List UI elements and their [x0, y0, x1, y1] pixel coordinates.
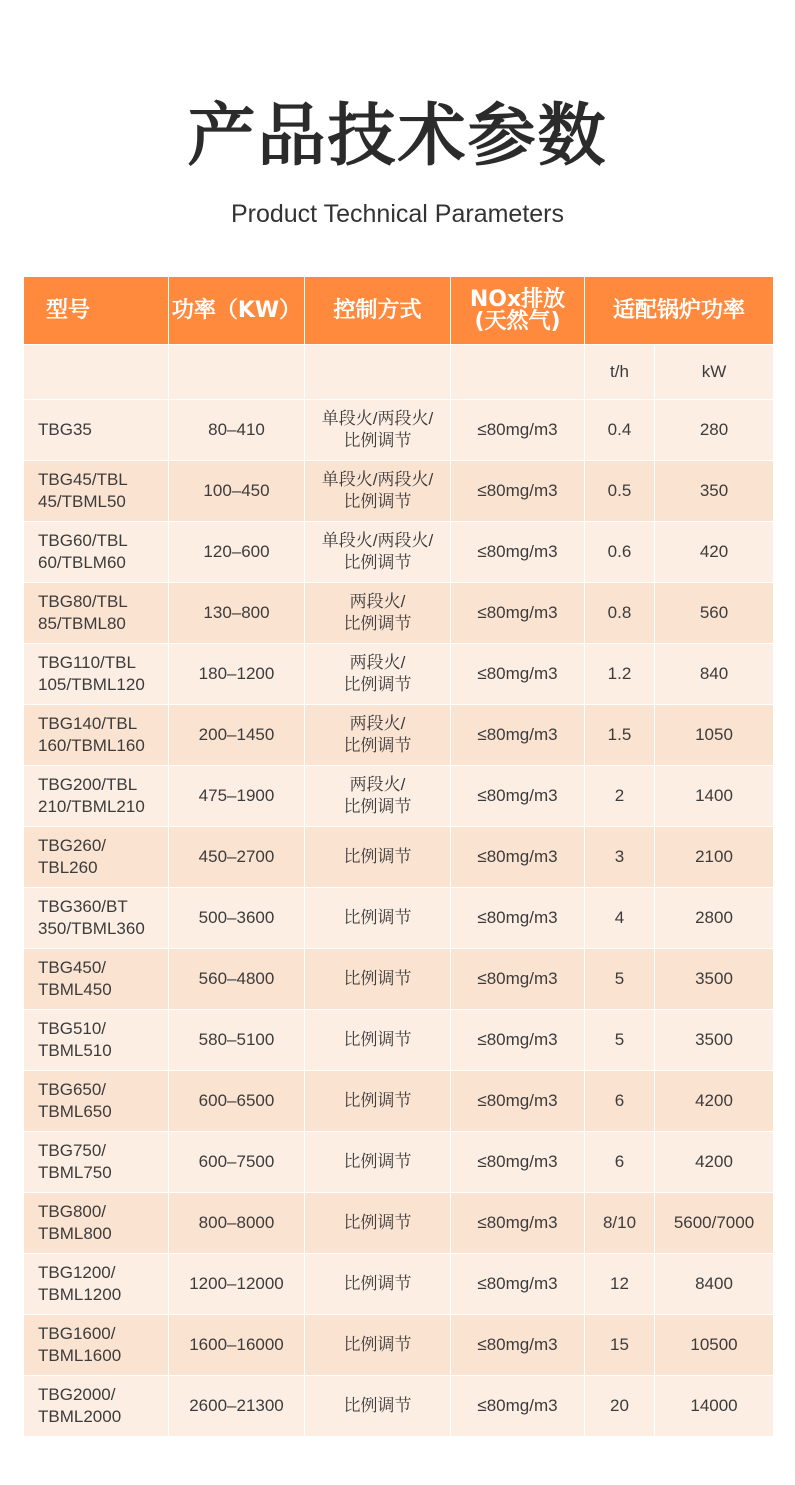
cell-model-line: TBG45/TBL: [38, 470, 128, 489]
cell-nox: ≤80mg/m3: [451, 461, 585, 522]
cell-power: 120–600: [169, 522, 305, 583]
cell-control: [305, 644, 451, 705]
cell-th: 6: [585, 1071, 655, 1132]
table-row: [24, 766, 774, 827]
table-row: [24, 522, 774, 583]
cell-model-line: TBML800: [38, 1224, 112, 1243]
cell-nox: ≤80mg/m3: [451, 1010, 585, 1071]
cell-th: 0.6: [585, 522, 655, 583]
table-row: [24, 1193, 774, 1254]
table-row: [24, 644, 774, 705]
cell-control: [305, 1132, 451, 1193]
cell-model-line: TBML1200: [38, 1285, 122, 1304]
cell-control: [305, 1193, 451, 1254]
cell-model-line: 105/TBML120: [38, 675, 145, 694]
cell-control: [305, 827, 451, 888]
cell-control-line: 比例调节: [343, 736, 412, 755]
cell-power: 80–410: [169, 400, 305, 461]
cell-kw: 840: [655, 644, 774, 705]
cell-control-line: 比例调节: [343, 1213, 412, 1232]
header-nox-line1: NOx排放: [469, 286, 566, 312]
cell-model-line: TBML510: [38, 1041, 112, 1060]
cell-th: 2: [585, 766, 655, 827]
cell-control: [305, 1376, 451, 1437]
units-cell-empty: [305, 345, 451, 400]
cell-model-line: TBG1200/: [38, 1263, 116, 1282]
cell-control-line: 比例调节: [343, 614, 412, 633]
cell-kw: 420: [655, 522, 774, 583]
cell-model-line: TBG510/: [38, 1019, 107, 1038]
units-cell-empty: [451, 345, 585, 400]
cell-kw: 2100: [655, 827, 774, 888]
table-row: [24, 827, 774, 888]
cell-power: 475–1900: [169, 766, 305, 827]
cell-nox: ≤80mg/m3: [451, 766, 585, 827]
cell-model-line: TBML1600: [38, 1346, 122, 1365]
cell-control-line: 比例调节: [343, 797, 412, 816]
cell-power: 600–7500: [169, 1132, 305, 1193]
technical-parameters-table: [23, 276, 774, 1437]
cell-model-line: TBG60/TBL: [38, 531, 128, 550]
cell-th: 20: [585, 1376, 655, 1437]
table-row: [24, 1010, 774, 1071]
cell-model-line: 350/TBML360: [38, 919, 145, 938]
cell-kw: 14000: [655, 1376, 774, 1437]
cell-kw: 4200: [655, 1132, 774, 1193]
cell-model: [24, 766, 169, 827]
cell-kw: 10500: [655, 1315, 774, 1376]
header-nox-line2: (天然气): [474, 308, 561, 334]
header-boiler-power: 适配锅炉功率: [585, 277, 774, 345]
cell-nox: ≤80mg/m3: [451, 400, 585, 461]
cell-power: 560–4800: [169, 949, 305, 1010]
cell-model: [24, 888, 169, 949]
page-title: 产品技术参数: [187, 97, 608, 176]
cell-model-line: TBG1600/: [38, 1324, 116, 1343]
cell-model: [24, 1193, 169, 1254]
cell-model-line: TBG80/TBL: [38, 592, 128, 611]
cell-control: [305, 766, 451, 827]
cell-power: 200–1450: [169, 705, 305, 766]
cell-kw: 3500: [655, 949, 774, 1010]
cell-nox: ≤80mg/m3: [451, 522, 585, 583]
cell-model: [24, 1132, 169, 1193]
cell-model-line: TBG800/: [38, 1202, 107, 1221]
cell-model: [24, 522, 169, 583]
cell-model: [24, 400, 169, 461]
cell-th: 15: [585, 1315, 655, 1376]
cell-model: [24, 1071, 169, 1132]
cell-power: 580–5100: [169, 1010, 305, 1071]
cell-control-line: 两段火/: [349, 592, 406, 611]
unit-th: t/h: [585, 345, 655, 400]
cell-control-line: 比例调节: [343, 1152, 412, 1171]
cell-model-line: TBG140/TBL: [38, 714, 138, 733]
cell-model: [24, 705, 169, 766]
cell-control: [305, 1254, 451, 1315]
cell-th: 0.5: [585, 461, 655, 522]
cell-model-line: TBG650/: [38, 1080, 107, 1099]
table-row: [24, 1132, 774, 1193]
cell-control-line: 比例调节: [343, 1274, 412, 1293]
cell-model-line: 85/TBML80: [38, 614, 126, 633]
cell-model-line: 45/TBML50: [38, 492, 126, 511]
cell-power: 1200–12000: [169, 1254, 305, 1315]
cell-control-line: 两段火/: [349, 775, 406, 794]
table-row: [24, 400, 774, 461]
cell-model: [24, 1315, 169, 1376]
cell-model-line: TBML650: [38, 1102, 112, 1121]
table-row: [24, 1376, 774, 1437]
cell-power: 600–6500: [169, 1071, 305, 1132]
unit-kw: kW: [655, 345, 774, 400]
cell-control: [305, 400, 451, 461]
cell-th: 3: [585, 827, 655, 888]
cell-nox: ≤80mg/m3: [451, 1254, 585, 1315]
cell-model-line: 160/TBML160: [38, 736, 145, 755]
cell-kw: 3500: [655, 1010, 774, 1071]
cell-model: [24, 1254, 169, 1315]
cell-control: [305, 949, 451, 1010]
header-nox: [451, 277, 585, 345]
cell-model-line: TBG110/TBL: [38, 653, 136, 672]
cell-nox: ≤80mg/m3: [451, 827, 585, 888]
cell-nox: ≤80mg/m3: [451, 705, 585, 766]
cell-control-line: 两段火/: [349, 714, 406, 733]
cell-control-line: 比例调节: [343, 1030, 412, 1049]
cell-control-line: 单段火/两段火/: [321, 409, 434, 428]
cell-control-line: 比例调节: [343, 1091, 412, 1110]
header-power: 功率（KW）: [169, 277, 305, 345]
cell-control-line: 比例调节: [343, 847, 412, 866]
cell-control-line: 比例调节: [343, 675, 412, 694]
cell-th: 6: [585, 1132, 655, 1193]
cell-control: [305, 461, 451, 522]
cell-model-line: TBG450/: [38, 958, 107, 977]
cell-power: 100–450: [169, 461, 305, 522]
cell-model-line: TBML2000: [38, 1407, 122, 1426]
table-header-row: [24, 277, 774, 345]
cell-control: [305, 888, 451, 949]
cell-model-line: TBL260: [38, 858, 98, 877]
cell-kw: 8400: [655, 1254, 774, 1315]
cell-nox: ≤80mg/m3: [451, 1071, 585, 1132]
cell-model-line: TBG750/: [38, 1141, 107, 1160]
cell-th: 8/10: [585, 1193, 655, 1254]
cell-control: [305, 1010, 451, 1071]
cell-power: 450–2700: [169, 827, 305, 888]
table-row: [24, 1254, 774, 1315]
cell-control-line: 比例调节: [343, 969, 412, 988]
cell-model: [24, 827, 169, 888]
cell-kw: 1050: [655, 705, 774, 766]
cell-th: 5: [585, 1010, 655, 1071]
cell-control-line: 比例调节: [343, 908, 412, 927]
cell-power: 500–3600: [169, 888, 305, 949]
cell-control: [305, 583, 451, 644]
cell-control-line: 单段火/两段火/: [321, 470, 434, 489]
cell-model: [24, 583, 169, 644]
cell-nox: ≤80mg/m3: [451, 1132, 585, 1193]
cell-model-line: TBG200/TBL: [38, 775, 138, 794]
cell-power: 2600–21300: [169, 1376, 305, 1437]
table-row: [24, 1315, 774, 1376]
cell-model-line: 60/TBLM60: [38, 553, 126, 572]
cell-power: 130–800: [169, 583, 305, 644]
cell-nox: ≤80mg/m3: [451, 888, 585, 949]
cell-kw: 1400: [655, 766, 774, 827]
cell-control-line: 比例调节: [343, 492, 412, 511]
cell-control-line: 比例调节: [343, 553, 412, 572]
cell-control-line: 比例调节: [343, 1396, 412, 1415]
cell-model-line: TBML450: [38, 980, 112, 999]
cell-th: 12: [585, 1254, 655, 1315]
cell-th: 0.8: [585, 583, 655, 644]
cell-control: [305, 705, 451, 766]
cell-power: 180–1200: [169, 644, 305, 705]
cell-th: 1.2: [585, 644, 655, 705]
cell-model-line: TBG2000/: [38, 1385, 116, 1404]
cell-th: 5: [585, 949, 655, 1010]
cell-kw: 4200: [655, 1071, 774, 1132]
cell-control: [305, 522, 451, 583]
cell-th: 4: [585, 888, 655, 949]
cell-nox: ≤80mg/m3: [451, 583, 585, 644]
cell-kw: 350: [655, 461, 774, 522]
cell-kw: 5600/7000: [655, 1193, 774, 1254]
header-control: 控制方式: [305, 277, 451, 345]
cell-model: [24, 644, 169, 705]
cell-control-line: 两段火/: [349, 653, 406, 672]
cell-model: [24, 1010, 169, 1071]
cell-model-line: TBG35: [38, 420, 92, 439]
cell-nox: ≤80mg/m3: [451, 1376, 585, 1437]
cell-control-line: 比例调节: [343, 1335, 412, 1354]
cell-power: 800–8000: [169, 1193, 305, 1254]
cell-nox: ≤80mg/m3: [451, 644, 585, 705]
cell-control-line: 单段火/两段火/: [321, 531, 434, 550]
cell-nox: ≤80mg/m3: [451, 1315, 585, 1376]
table-row: [24, 461, 774, 522]
table-row: [24, 1071, 774, 1132]
table-row: [24, 583, 774, 644]
cell-kw: 280: [655, 400, 774, 461]
cell-model: [24, 461, 169, 522]
cell-model: [24, 1376, 169, 1437]
cell-control: [305, 1071, 451, 1132]
cell-kw: 560: [655, 583, 774, 644]
table-row: [24, 888, 774, 949]
cell-control: [305, 1315, 451, 1376]
cell-model-line: TBG260/: [38, 836, 107, 855]
cell-kw: 2800: [655, 888, 774, 949]
table-row: [24, 949, 774, 1010]
cell-model-line: 210/TBML210: [38, 797, 145, 816]
units-cell-empty: [24, 345, 169, 400]
cell-model: [24, 949, 169, 1010]
cell-nox: ≤80mg/m3: [451, 1193, 585, 1254]
cell-model-line: TBML750: [38, 1163, 112, 1182]
table-row: [24, 705, 774, 766]
header-model: 型号: [24, 277, 169, 345]
cell-th: 1.5: [585, 705, 655, 766]
units-cell-empty: [169, 345, 305, 400]
cell-nox: ≤80mg/m3: [451, 949, 585, 1010]
cell-th: 0.4: [585, 400, 655, 461]
cell-model-line: TBG360/BT: [38, 897, 128, 916]
units-row: [24, 345, 774, 400]
cell-control-line: 比例调节: [343, 431, 412, 450]
cell-power: 1600–16000: [169, 1315, 305, 1376]
page-subtitle: Product Technical Parameters: [230, 200, 565, 228]
